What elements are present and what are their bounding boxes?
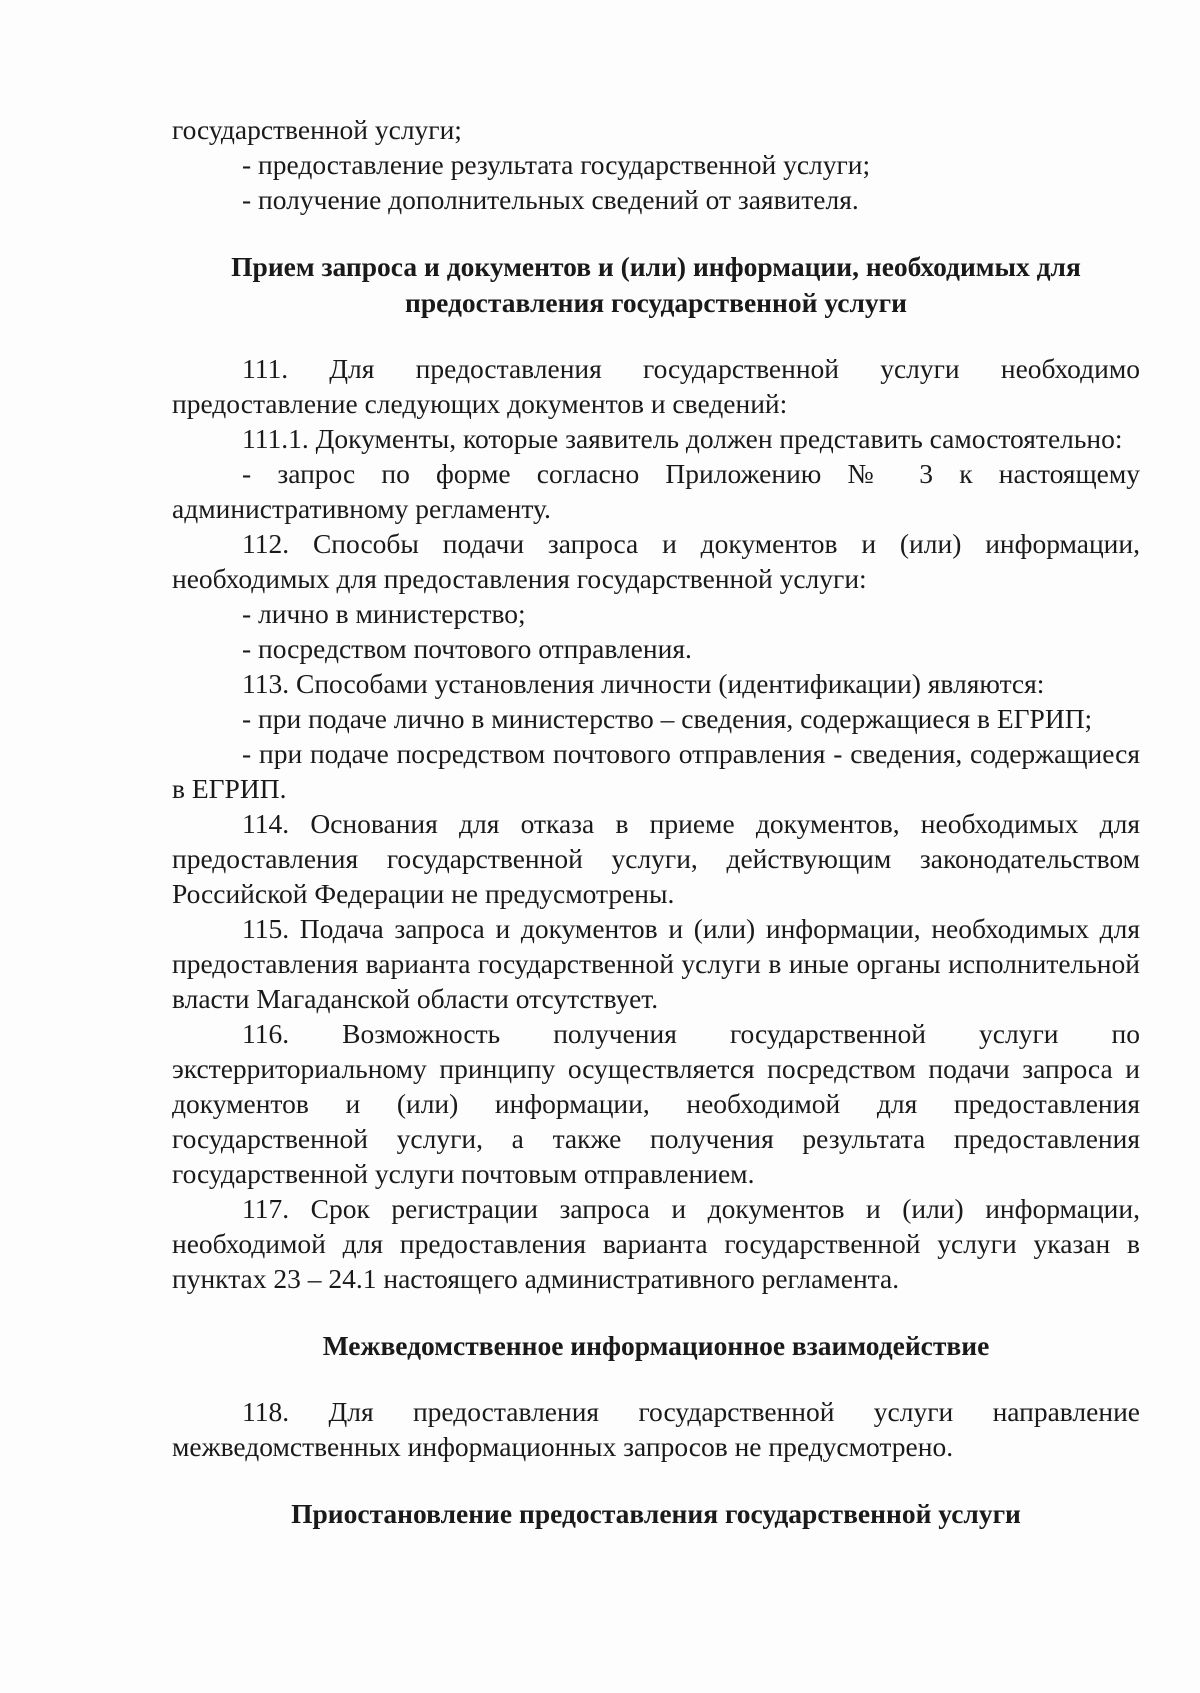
spacer <box>172 1296 1140 1328</box>
paragraph: государственной услуги; <box>172 114 462 145</box>
paragraph: 114. Основания для отказа в приеме документов, необходимых для предоставления государственной услуги, действующим законодательством Российской Федерации не предусмотрены. <box>172 808 1140 909</box>
paragraph: 113. Способами установления личности (идентификации) являются: <box>242 668 1045 699</box>
spacer <box>172 321 1140 351</box>
spacer <box>172 1464 1140 1496</box>
paragraph: 111. Для предоставления государственной услуги необходимо предоставление следующих документов и сведений: <box>172 353 1140 419</box>
list-item: - посредством почтового отправления. <box>242 633 692 664</box>
paragraph: 111.1. Документы, которые заявитель должен представить самостоятельно: <box>242 423 1123 454</box>
list-item: - получение дополнительных сведений от заявителя. <box>242 184 859 215</box>
list-item: - лично в министерство; <box>242 598 526 629</box>
section-heading: Межведомственное информационное взаимодействие <box>322 1330 990 1361</box>
document-body <box>172 112 1140 1532</box>
spacer <box>172 1364 1140 1394</box>
paragraph: 117. Срок регистрации запроса и документов и (или) информации, необходимой для предоставления варианта государственной услуги указан в пунктах 23 – 24.1 настоящего административного регламента. <box>172 1193 1140 1294</box>
paragraph: 112. Способы подачи запроса и документов и (или) информации, необходимых для предоставления государственной услуги: <box>172 528 1140 594</box>
spacer <box>172 217 1140 249</box>
list-item: - предоставление результата государственной услуги; <box>242 149 871 180</box>
paragraph: - запрос по форме согласно Приложению № 3 к настоящему административному регламенту. <box>172 458 1140 524</box>
paragraph: 115. Подача запроса и документов и (или) информации, необходимых для предоставления варианта государственной услуги в иные органы исполнительной власти Магаданской области отсутствует. <box>172 913 1140 1014</box>
section-heading: Приостановление предоставления государственной услуги <box>291 1498 1021 1529</box>
paragraph: - при подаче посредством почтового отправления - сведения, содержащиеся в ЕГРИП. <box>172 738 1140 804</box>
paragraph: 116. Возможность получения государственной услуги по экстерриториальному принципу осуществляется посредством подачи запроса и документов и (или) информации, необходимой для предоставления государственной услуги, а также получения результата предоставления государственной услуги почтовым отправлением. <box>172 1018 1140 1189</box>
paragraph: 118. Для предоставления государственной услуги направление межведомственных информационных запросов не предусмотрено. <box>172 1396 1140 1462</box>
paragraph: - при подаче лично в министерство – сведения, содержащиеся в ЕГРИП; <box>242 703 1093 734</box>
section-heading: Прием запроса и документов и (или) информации, необходимых для предоставления государственной услуги <box>231 251 1081 318</box>
